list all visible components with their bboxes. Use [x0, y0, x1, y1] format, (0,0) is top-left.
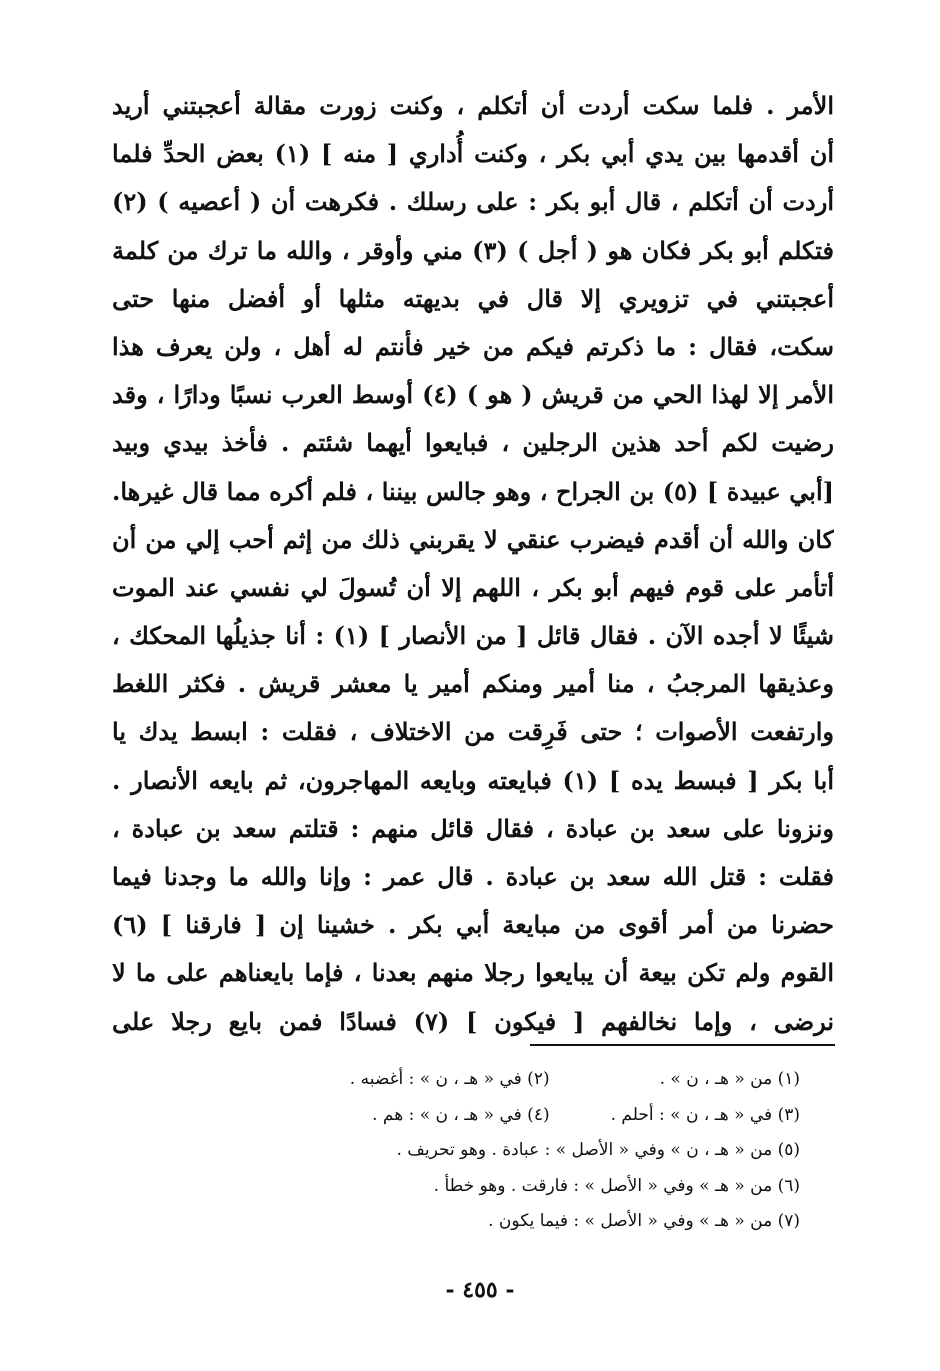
text-line: فتكلم أبو بكر فكان هو ( أجل ) (٣) مني وأوقر ، والله ما ترك من كلمة: [112, 235, 834, 265]
text-line: سكت، فقال : ما ذكرتم فيكم من خير فأنتم له أهل ، ولن يعرف هذا: [112, 331, 834, 361]
text-line: [أبي عبيدة ] (٥) بن الجراح ، وهو جالس بيننا ، فلم أكره مما قال غيرها.: [112, 476, 834, 506]
footnote-2: (٢) في « هـ ، ن » : أغضبه .: [349, 1069, 550, 1089]
footnote-3: (٣) في « هـ ، ن » : أحلم .: [610, 1104, 800, 1125]
footnote-row: [150, 1098, 800, 1134]
footnote-6: (٦) من « هـ » وفي « الأصل » : فارقت . وهو خطأ .: [433, 1175, 800, 1196]
main-text: [112, 82, 834, 1046]
footnote-5: (٥) من « هـ ، ن » وفي « الأصل » : عبادة . وهو تحريف .: [396, 1140, 800, 1160]
text-line: أن أقدمها بين يدي أبي بكر ، وكنت أُداري [ منه ] (١) بعض الحدِّ فلما: [112, 139, 834, 169]
text-line: نرضى ، وإما نخالفهم [ فيكون ] (٧) فسادًا فمن بايع رجلا على: [112, 1006, 834, 1036]
text-line: القوم ولم تكن بيعة أن يبايعوا رجلا منهم بعدنا ، فإما بايعناهم على ما لا: [112, 958, 834, 988]
text-line: حضرنا من أمر أقوى من مبايعة أبي بكر . خشينا إن [ فارقنا ] (٦): [112, 910, 834, 940]
text-line: الأمر إلا لهذا الحي من قريش ( هو ) (٤) أوسط العرب نسبًا ودارًا ، وقد: [112, 380, 834, 410]
text-line: أتأمر على قوم فيهم أبو بكر ، اللهم إلا أن تُسولَ لي نفسي عند الموت: [112, 572, 834, 602]
text-line: ونزونا على سعد بن عبادة ، فقال قائل منهم : قتلتم سعد بن عبادة ،: [112, 813, 834, 843]
text-line: الأمر . فلما سكت أردت أن أتكلم ، وكنت زورت مقالة أعجبتني أريد: [112, 91, 834, 120]
text-line: أعجبتني في تزويري إلا قال في بديهته مثلها أو أفضل منها حتى: [112, 283, 834, 313]
text-line: شيئًا لا أجده الآن . فقال قائل [ من الأنصار ] (١) : أنا جذيلُها المحكك ،: [112, 621, 834, 651]
footnote-separator: [530, 1044, 835, 1046]
footnote-7: (٧) من « هـ » وفي « الأصل » : فيما يكون .: [488, 1211, 800, 1231]
text-line: وعذيقها المرجبُ ، منا أمير ومنكم أمير يا معشر قريش . فكثر اللغط: [112, 669, 834, 699]
text-line: رضيت لكم أحد هذين الرجلين ، فبايعوا أيهما شئتم . فأخذ بيدي وبيد: [112, 428, 834, 458]
footnote-1: (١) من « هـ ، ن » .: [659, 1069, 800, 1089]
text-line: وارتفعت الأصوات ؛ حتى فَرِقت من الاختلاف ، فقلت : ابسط يدك يا: [112, 717, 834, 747]
footnotes: [150, 1062, 800, 1240]
footnote-4: (٤) في « هـ ، ن » : هم .: [372, 1104, 550, 1125]
text-line: أردت أن أتكلم ، قال أبو بكر : على رسلك . فكرهت أن ( أعصيه ) (٢): [112, 187, 834, 217]
text-line: أبا بكر [ فبسط يده ] (١) فبايعته وبايعه المهاجرون، ثم بايعه الأنصار .: [112, 765, 834, 795]
text-line: كان والله أن أقدم فيضرب عنقي لا يقربني ذلك من إثم أحب إلي من أن: [112, 524, 834, 554]
footnote-row: [150, 1062, 800, 1098]
text-line: فقلت : قتل الله سعد بن عبادة . قال عمر : وإنا والله ما وجدنا فيما: [112, 862, 834, 891]
page-number: - ٤٥٥ -: [445, 1277, 515, 1303]
